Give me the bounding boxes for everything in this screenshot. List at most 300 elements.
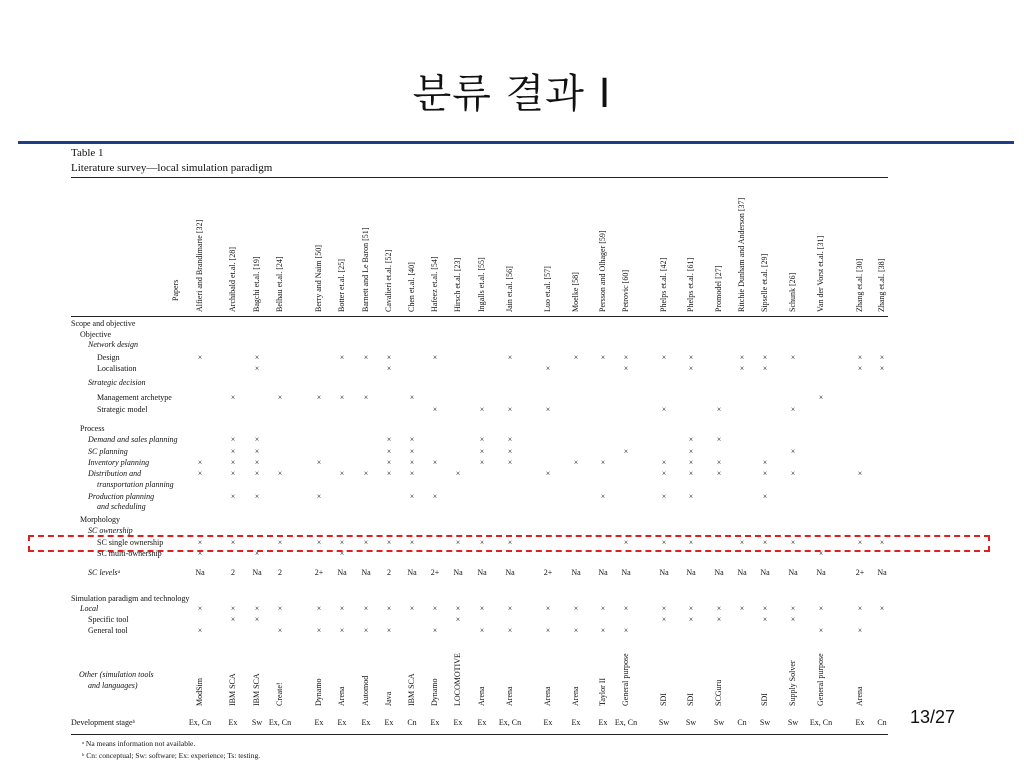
table-cell: × (455, 538, 461, 547)
table-cell: × (254, 364, 260, 373)
table-cell: Ex, Cn (188, 718, 212, 727)
table-cell: Na (621, 568, 631, 577)
table-cell: 2 (278, 568, 282, 577)
table-cell: × (316, 458, 322, 467)
table-cell: × (432, 604, 438, 613)
table-cell: × (254, 615, 260, 624)
table-cell: × (197, 458, 203, 467)
table-cell: Ex (314, 718, 324, 727)
table-cell: × (545, 604, 551, 613)
table-cell: Ex (361, 718, 371, 727)
table-cell: × (386, 353, 392, 362)
table-cell: × (790, 469, 796, 478)
row-label: Demand and sales planning (88, 435, 178, 444)
row-label: Management archetype (97, 393, 172, 402)
table-cell: Na (361, 568, 371, 577)
table-cell: × (197, 538, 203, 547)
table-cell: × (739, 538, 745, 547)
tool-cell-label: Dynamo (314, 678, 323, 706)
table-cell: × (409, 492, 415, 501)
table-cell: × (762, 353, 768, 362)
table-cell: × (545, 405, 551, 414)
table-cell: × (507, 435, 513, 444)
column-header-label: Schunk [26] (788, 272, 797, 312)
tool-cell-label: Java (384, 691, 393, 706)
row-label: SC single ownership (97, 538, 164, 547)
row-label: Process (80, 424, 105, 433)
column-header-label: Hafeez et.al. [54] (430, 256, 439, 312)
tool-cell-label: IBM SCA (252, 673, 261, 706)
table-cell: × (545, 469, 551, 478)
column-header-label: Bagchi et.al. [19] (252, 256, 261, 312)
table-bottom-rule (71, 734, 888, 735)
table-cell: × (230, 492, 236, 501)
table-cell: × (507, 458, 513, 467)
table-cell: × (339, 353, 345, 362)
table-cell: × (790, 538, 796, 547)
table-cell: × (507, 604, 513, 613)
tool-cell-label: ModSim (195, 677, 204, 706)
table-cell: Na (505, 568, 515, 577)
table-cell: × (230, 615, 236, 624)
table-cell: × (857, 626, 863, 635)
table-cell: × (316, 492, 322, 501)
tool-cell-label: Taylor II (598, 677, 607, 706)
table-cell: × (479, 435, 485, 444)
table-cell: × (386, 604, 392, 613)
table-cell: × (277, 538, 283, 547)
table-cell: × (230, 458, 236, 467)
row-label: Other (simulation tools (79, 670, 154, 679)
tool-cell-label: SDI (760, 693, 769, 706)
table-cell: × (409, 447, 415, 456)
table-cell: × (857, 604, 863, 613)
table-cell: × (623, 604, 629, 613)
table-cell: × (762, 364, 768, 373)
table-cell: × (432, 353, 438, 362)
table-cell: × (339, 393, 345, 402)
table-cell: × (688, 447, 694, 456)
row-label: Local (80, 604, 99, 613)
table-cell: 2 (231, 568, 235, 577)
table-cell: × (818, 626, 824, 635)
slide-title: 분류 결과 I (412, 71, 612, 117)
table-cell: × (545, 626, 551, 635)
table-cell: × (716, 469, 722, 478)
table-cell: × (230, 393, 236, 402)
table-cell: × (507, 538, 513, 547)
footnote-b: ᵇ Cn: conceptual; Sw: software; Ex: experience; Ts: testing. (82, 751, 261, 760)
row-label: Production planning (88, 492, 155, 501)
column-header-label: Zhang et.al. [38] (877, 258, 886, 312)
column-header-label: Sipselle et.al. [29] (760, 253, 769, 312)
column-header-label: Ingalls et.al. [55] (477, 257, 486, 312)
column-header-label: Archibald et.al. [28] (228, 247, 237, 312)
column-header-label: Botter et.al. [25] (337, 259, 346, 312)
table-cell: × (716, 435, 722, 444)
table-cell: × (339, 469, 345, 478)
table-cell: × (254, 469, 260, 478)
table-cell: × (857, 353, 863, 362)
table-cell: Cn (407, 718, 417, 727)
table-cell: × (386, 447, 392, 456)
table-cell: × (432, 458, 438, 467)
table-cell: Na (453, 568, 463, 577)
table-header-rule (71, 316, 888, 317)
table-cell: × (716, 458, 722, 467)
table-cell: × (386, 469, 392, 478)
tool-cell-label: Arena (571, 686, 580, 706)
table-cell: Ex (453, 718, 463, 727)
table-cell: × (661, 458, 667, 467)
table-cell: Sw (759, 718, 771, 727)
row-label: SC levelsᵃ (88, 568, 121, 577)
table-cell: Na (714, 568, 724, 577)
table-cell: Ex (598, 718, 608, 727)
table-cell: Na (571, 568, 581, 577)
table-cell: × (623, 626, 629, 635)
column-header-label: Moelke [58] (571, 272, 580, 312)
table-cell: × (363, 393, 369, 402)
table-cell: × (739, 364, 745, 373)
table-cell: Ex, Cn (809, 718, 833, 727)
column-header-label: Petrovic [60] (621, 270, 630, 312)
table-cell: × (363, 538, 369, 547)
row-label: Specific tool (88, 615, 129, 624)
table-cell: × (879, 364, 885, 373)
table-cell: × (600, 492, 606, 501)
table-cell: × (762, 604, 768, 613)
table-cell: × (507, 626, 513, 635)
table-cell: × (688, 353, 694, 362)
table-cell: Na (598, 568, 608, 577)
column-header-label: Phelps et.al. [42] (659, 257, 668, 312)
table-cell: Na (195, 568, 205, 577)
table-cell: × (409, 538, 415, 547)
table-cell: × (790, 353, 796, 362)
table-cell: × (716, 604, 722, 613)
table-cell: Sw (658, 718, 670, 727)
table-cell: × (623, 364, 629, 373)
row-label: Scope and objective (71, 319, 136, 328)
table-cell: × (790, 615, 796, 624)
table-cell: × (507, 405, 513, 414)
row-label: General tool (88, 626, 128, 635)
tool-cell-label: Supply Solver (788, 660, 797, 706)
table-cell: Ex (430, 718, 440, 727)
table-cell: × (277, 626, 283, 635)
tool-cell-label: General purpose (621, 653, 630, 706)
tool-cell-label: Arena (505, 686, 514, 706)
row-label: Simulation paradigm and technology (71, 594, 190, 603)
table-cell: × (386, 626, 392, 635)
table-cell: × (573, 626, 579, 635)
column-header-label: Zhang et.al. [30] (855, 258, 864, 312)
table-cell: × (455, 469, 461, 478)
table-cell: × (507, 447, 513, 456)
table-cell: × (479, 538, 485, 547)
table-cell: × (716, 615, 722, 624)
table-cell: × (507, 353, 513, 362)
table-cell: × (230, 604, 236, 613)
table-cell: Ex, Cn (614, 718, 638, 727)
table-cell: × (600, 458, 606, 467)
row-label: transportation planning (97, 480, 174, 489)
table-cell: × (254, 458, 260, 467)
table-cell: × (600, 626, 606, 635)
table-cell: × (879, 353, 885, 362)
row-label: Morphology (80, 515, 120, 524)
table-cell: Ex, Cn (498, 718, 522, 727)
table-cell: × (277, 604, 283, 613)
table-cell: × (277, 469, 283, 478)
table-cell: Na (877, 568, 887, 577)
table-cell: × (857, 469, 863, 478)
table-cell: × (386, 458, 392, 467)
table-cell: × (762, 458, 768, 467)
tool-cell-label: Arena (543, 686, 552, 706)
table-cell: × (409, 458, 415, 467)
table-cell: × (688, 538, 694, 547)
table-cell: × (857, 538, 863, 547)
table-cell: × (479, 405, 485, 414)
table-cell: × (277, 393, 283, 402)
table-cell: × (254, 549, 260, 558)
table-cell: × (762, 538, 768, 547)
table-cell: × (455, 604, 461, 613)
table-cell: Cn (737, 718, 747, 727)
table-cell: × (230, 435, 236, 444)
row-label: SC ownership (88, 526, 133, 535)
table-cell: × (316, 626, 322, 635)
table-cell: Ex, Cn (268, 718, 292, 727)
table-cell: × (254, 435, 260, 444)
table-cell: × (197, 549, 203, 558)
table-cell: × (688, 615, 694, 624)
table-cell: × (197, 626, 203, 635)
tool-cell-label: SDI (686, 693, 695, 706)
table-cell: × (479, 626, 485, 635)
table-cell: × (339, 538, 345, 547)
table-cell: × (739, 353, 745, 362)
row-label: Network design (88, 340, 138, 349)
table-cell: × (545, 364, 551, 373)
table-cell: × (688, 364, 694, 373)
tool-cell-label: General purpose (816, 653, 825, 706)
tool-cell-label: SDI (659, 693, 668, 706)
table-cell: × (432, 492, 438, 501)
table-cell: × (573, 353, 579, 362)
table-cell: × (230, 469, 236, 478)
row-label: Distribution and (88, 469, 142, 478)
table-top-rule (71, 177, 888, 178)
table-cell: × (623, 538, 629, 547)
table-cell: Sw (713, 718, 725, 727)
table-cell: Na (407, 568, 417, 577)
footnote-a: ᵃ Na means information not available. (82, 739, 196, 748)
row-label: SC planning (88, 447, 128, 456)
table-cell: × (661, 538, 667, 547)
row-label: Development stageᵇ (71, 718, 136, 727)
tool-cell-label: Dynamo (430, 678, 439, 706)
table-cell: × (432, 405, 438, 414)
table-cell: × (386, 364, 392, 373)
row-label: Objective (80, 330, 112, 339)
table-cell: × (197, 469, 203, 478)
table-cell: × (363, 626, 369, 635)
table-cell: × (857, 364, 863, 373)
table-cell: × (661, 604, 667, 613)
tool-cell-label: LOCOMOTIVE (453, 653, 462, 706)
column-header-label: Jain et.al. [56] (505, 266, 514, 312)
tool-cell-label: Arena (337, 686, 346, 706)
column-header-label: Berry and Naim [50] (314, 245, 323, 312)
table-cell: × (716, 405, 722, 414)
table-cell: × (409, 393, 415, 402)
table-cell: Ex (337, 718, 347, 727)
table-cell: × (316, 393, 322, 402)
table-cell: × (818, 393, 824, 402)
table-cell: 2+ (543, 568, 553, 577)
tool-cell-label: SCGuru (714, 679, 723, 706)
row-label: Strategic decision (88, 378, 146, 387)
table-caption-title: Literature survey—local simulation paradigm (71, 162, 273, 174)
title-divider (18, 141, 1014, 144)
table-cell: Na (337, 568, 347, 577)
table-cell: × (386, 538, 392, 547)
table-cell: Na (659, 568, 669, 577)
table-cell: × (479, 447, 485, 456)
table-cell: × (409, 604, 415, 613)
column-header-label: Van der Vorst et.al. [31] (816, 235, 825, 312)
column-header-label: Ritchie Dunham and Anderson [37] (737, 197, 746, 312)
table-cell: × (363, 469, 369, 478)
table-cell: × (432, 626, 438, 635)
table-cell: × (623, 353, 629, 362)
table-cell: × (254, 492, 260, 501)
table-cell: × (339, 549, 345, 558)
column-header-label: Chen et.al. [40] (407, 262, 416, 312)
table-cell: × (339, 604, 345, 613)
table-cell: 2+ (430, 568, 440, 577)
table-cell: × (879, 538, 885, 547)
table-cell: × (879, 604, 885, 613)
column-header-label: Cavalieri et.al. [52] (384, 249, 393, 312)
table-cell: × (363, 604, 369, 613)
table-cell: × (661, 405, 667, 414)
tool-cell-label: IBM SCA (228, 673, 237, 706)
table-cell: Ex (384, 718, 394, 727)
table-cell: Na (760, 568, 770, 577)
table-cell: × (661, 615, 667, 624)
table-cell: × (409, 469, 415, 478)
table-cell: × (623, 447, 629, 456)
row-label: and scheduling (97, 502, 146, 511)
table-cell: × (254, 604, 260, 613)
row-label: Inventory planning (88, 458, 150, 467)
table-cell: × (573, 458, 579, 467)
table-cell: × (600, 604, 606, 613)
column-header-label: Phelps et.al. [61] (686, 257, 695, 312)
table-cell: × (455, 615, 461, 624)
table-cell: × (818, 604, 824, 613)
table-cell: × (688, 469, 694, 478)
table-cell: × (661, 469, 667, 478)
table-cell: Na (816, 568, 826, 577)
table-cell: × (197, 353, 203, 362)
table-cell: × (818, 549, 824, 558)
table-cell: Na (737, 568, 747, 577)
table-cell: × (339, 626, 345, 635)
column-header-label: Persson and Olhager [59] (598, 230, 607, 312)
table-cell: 2 (387, 568, 391, 577)
table-cell: Ex (855, 718, 865, 727)
table-cell: × (479, 458, 485, 467)
table-cell: Na (252, 568, 262, 577)
table-cell: × (762, 492, 768, 501)
table-cell: × (197, 604, 203, 613)
table-cell: × (688, 458, 694, 467)
table-cell: Ex (477, 718, 487, 727)
table-cell: × (661, 492, 667, 501)
table-cell: × (661, 353, 667, 362)
page-number: 13/27 (910, 707, 956, 727)
tool-cell-label: Arena (477, 686, 486, 706)
column-header-label: Hirsch et.al. [23] (453, 257, 462, 312)
column-header-label: Promodel [27] (714, 265, 723, 312)
table-cell: Ex (228, 718, 238, 727)
table-cell: × (762, 469, 768, 478)
table-cell: × (254, 353, 260, 362)
column-header-label: Barnett and Le Baron [51] (361, 227, 370, 312)
table-cell: × (600, 353, 606, 362)
column-header-label: Alfieri and Brandimarte [32] (195, 219, 204, 312)
table-cell: Sw (685, 718, 697, 727)
table-cell: Na (788, 568, 798, 577)
table-cell: × (479, 604, 485, 613)
tool-cell-label: Automod (361, 675, 370, 706)
highlight-box (28, 535, 990, 552)
table-cell: × (230, 447, 236, 456)
row-label: and languages) (88, 681, 138, 690)
column-header-label: Belhau et.al. [24] (275, 256, 284, 312)
column-header-label: Luo et.al. [57] (543, 266, 552, 312)
table-cell: Sw (787, 718, 799, 727)
table-cell: × (688, 604, 694, 613)
row-label: Design (97, 353, 120, 362)
row-label: Strategic model (97, 405, 148, 414)
tool-cell-label: Arena (855, 686, 864, 706)
table-cell: × (739, 604, 745, 613)
table-cell: × (790, 447, 796, 456)
table-cell: 2+ (855, 568, 865, 577)
table-cell: × (762, 615, 768, 624)
tool-cell-label: Create! (275, 682, 284, 706)
table-cell: Sw (251, 718, 263, 727)
table-cell: × (386, 435, 392, 444)
row-label: Localisation (97, 364, 137, 373)
table-cell: × (316, 604, 322, 613)
table-cell: Cn (877, 718, 887, 727)
table-cell: × (573, 604, 579, 613)
table-cell: × (254, 447, 260, 456)
table-cell: × (316, 538, 322, 547)
table-cell: × (688, 435, 694, 444)
table-cell: × (409, 435, 415, 444)
table-cell: Ex (543, 718, 553, 727)
table-cell: Ex (571, 718, 581, 727)
table-cell: × (790, 405, 796, 414)
